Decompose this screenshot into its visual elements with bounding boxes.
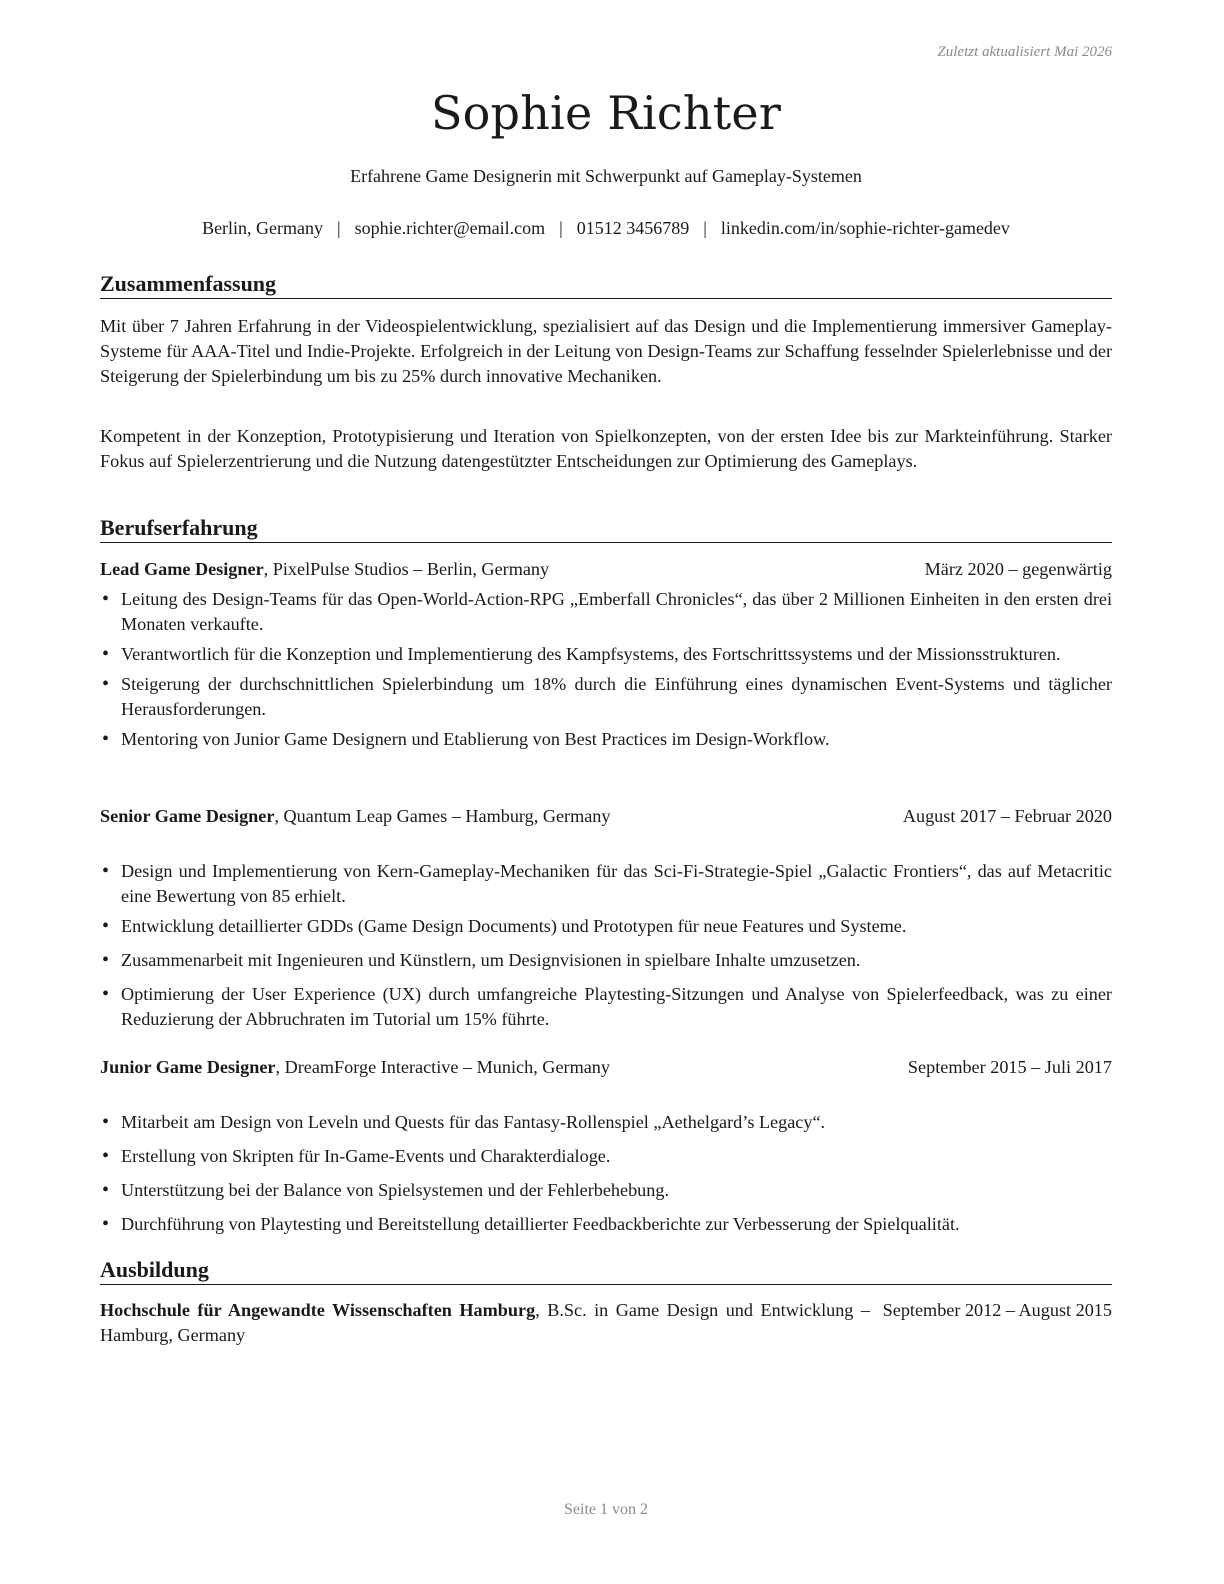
list-item: • Design und Implementierung von Kern-Gameplay-Mechaniken für das Sci-Fi-Strategie-Spiel „Galactic Frontiers“, das auf Metacritic eine Bewertung von 85 erhielt.	[100, 859, 1112, 909]
contact-separator: |	[559, 218, 563, 238]
list-item: • Zusammenarbeit mit Ingenieuren und Künstlern, um Designvisionen in spielbare Inhalte umzusetzen.	[100, 948, 1112, 973]
tagline: Erfahrene Game Designerin mit Schwerpunkt auf Gameplay-Systemen	[350, 166, 862, 186]
summary-paragraph: Mit über 7 Jahren Erfahrung in der Videospielentwicklung, spezialisiert auf das Design und die Implementierung immersiver Gameplay-Systeme für AAA-Titel und Indie-Projekte. Erfolgreich in der Leitung von Design-Teams zur Schaffung fesselnder Spielerlebnisse und der Steigerung der Spielerbindung um bis zu 25% durch innovative Mechaniken.	[100, 316, 1112, 386]
contact-separator: |	[703, 218, 707, 238]
contact-separator: |	[337, 218, 341, 238]
job-bullets	[100, 587, 1112, 752]
list-item: • Durchführung von Playtesting und Bereitstellung detaillierter Feedbackberichte zur Verbesserung der Spielqualität.	[100, 1212, 1112, 1237]
job-bullets	[100, 1110, 1112, 1237]
list-item: • Verantwortlich für die Konzeption und Implementierung des Kampfsystems, des Fortschrittssystems und der Missionsstrukturen.	[100, 642, 1112, 667]
resume-page	[100, 0, 1112, 1584]
list-item: • Unterstützung bei der Balance von Spielsystemen und der Fehlerbehebung.	[100, 1178, 1112, 1203]
job-role: Senior Game Designer	[100, 806, 275, 826]
job-dates: März 2020 – gegenwärtig	[924, 559, 1112, 579]
section-title-experience: Berufserfahrung	[100, 515, 1112, 543]
job-company: , Quantum Leap Games – Hamburg, Germany	[274, 806, 611, 826]
education-institution: Hochschule für Angewandte Wissenschaften Hamburg	[100, 1300, 536, 1320]
job-header	[100, 1055, 1112, 1080]
contact-linkedin[interactable]: linkedin.com/in/sophie-richter-gamedev	[720, 218, 1010, 238]
job-company: , PixelPulse Studios – Berlin, Germany	[263, 559, 550, 579]
contact-line	[100, 218, 1112, 239]
job-dates: August 2017 – Februar 2020	[902, 806, 1112, 826]
contact-location: Berlin, Germany	[202, 218, 324, 238]
summary-paragraph: Kompetent in der Konzeption, Prototypisierung und Iteration von Spielkonzepten, von der ersten Idee bis zur Markteinführung. Starker Fokus auf Spielerzentrierung und die Nutzung datengestützter Entscheidungen zur Optimierung des Gameplays.	[100, 426, 1112, 471]
education-details	[100, 1298, 870, 1348]
education-dates: September 2012 – August 2015	[882, 1300, 1112, 1320]
education-degree: , B.Sc. in Game Design und Entwicklung – Hamburg, Germany	[100, 1300, 870, 1345]
candidate-name: Sophie Richter	[430, 86, 782, 140]
contact-email[interactable]: sophie.richter@email.com	[354, 218, 546, 238]
list-item: • Mentoring von Junior Game Designern und Etablierung von Best Practices im Design-Workflow.	[100, 727, 1112, 752]
job-company: , DreamForge Interactive – Munich, Germany	[275, 1057, 610, 1077]
section-title-summary: Zusammenfassung	[100, 271, 1112, 299]
last-updated: Zuletzt aktualisiert Mai 2026	[937, 44, 1112, 60]
job-dates: September 2015 – Juli 2017	[907, 1057, 1112, 1077]
education-entry	[100, 1298, 1112, 1348]
job-header	[100, 557, 1112, 582]
list-item: • Steigerung der durchschnittlichen Spielerbindung um 18% durch die Einführung eines dynamischen Event-Systems und täglicher Herausforderungen.	[100, 672, 1112, 722]
section-title-education: Ausbildung	[100, 1257, 1112, 1285]
list-item: • Optimierung der User Experience (UX) durch umfangreiche Playtesting-Sitzungen und Analyse von Spielerfeedback, was zu einer Reduzierung der Abbruchraten im Tutorial um 15% führte.	[100, 982, 1112, 1032]
job-role: Junior Game Designer	[100, 1057, 276, 1077]
page-number: Seite 1 von 2	[564, 1501, 648, 1518]
job-bullets	[100, 859, 1112, 1032]
job-header	[100, 804, 1112, 829]
job-role: Lead Game Designer	[100, 559, 264, 579]
list-item: • Erstellung von Skripten für In-Game-Events und Charakterdialoge.	[100, 1144, 1112, 1169]
list-item: • Leitung des Design-Teams für das Open-World-Action-RPG „Emberfall Chronicles“, das über 2 Millionen Einheiten in den ersten drei Monaten verkaufte.	[100, 587, 1112, 637]
list-item: • Mitarbeit am Design von Leveln und Quests für das Fantasy-Rollenspiel „Aethelgard’s Legacy“.	[100, 1110, 1112, 1135]
contact-phone[interactable]: 01512 3456789	[576, 218, 690, 238]
list-item: • Entwicklung detaillierter GDDs (Game Design Documents) und Prototypen für neue Features und Systeme.	[100, 914, 1112, 939]
